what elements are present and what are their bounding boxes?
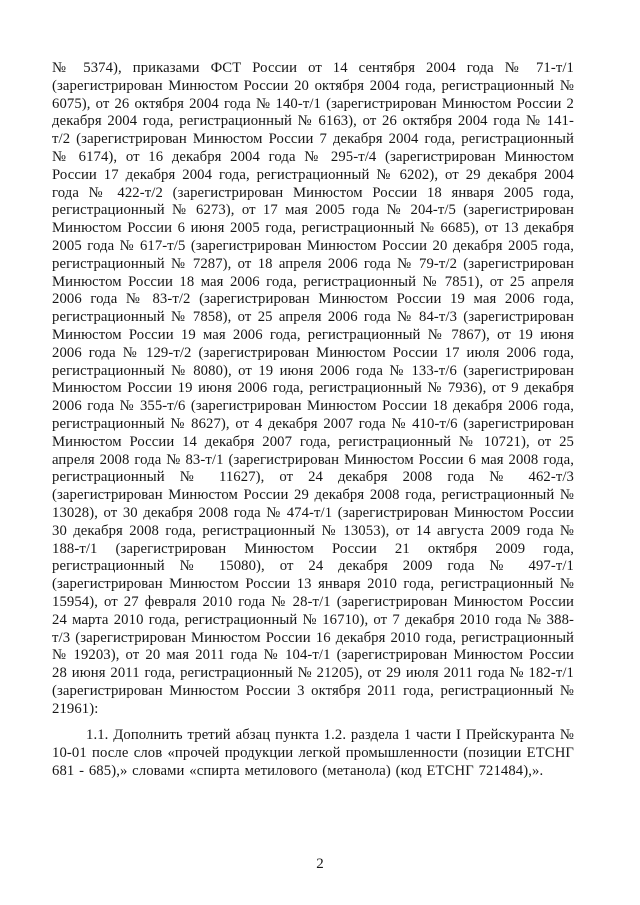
page-number: 2	[316, 856, 324, 872]
text-block	[52, 60, 574, 781]
paragraph-amendment-clause: 1.1. Дополнить третий абзац пункта 1.2. раздела 1 части I Прейскуранта № 10-01 после слов «прочей продукции легкой промышленности (позиции ЕТСНГ 681 - 685),» словами «спирта метилового (метанола) (код ЕТСНГ 721484),».	[52, 727, 574, 780]
paragraph-orders-list-continuation: № 5374), приказами ФСТ России от 14 сентября 2004 года № 71-т/1 (зарегистрирован Минюстом России 20 октября 2004 года, регистрационный № 6075), от 26 октября 2004 года № 140-т/1 (зарегистрирован Минюстом России 2 декабря 2004 года, регистрационный № 6163), от 26 октября 2004 года № 141-т/2 (зарегистрирован Минюстом России 7 декабря 2004 года, регистрационный № 6174), от 16 декабря 2004 года № 295-т/4 (зарегистрирован Минюстом России 17 декабря 2004 года, регистрационный № 6202), от 29 декабря 2004 года № 422-т/2 (зарегистрирован Минюстом России 18 января 2005 года, регистрационный № 6273), от 17 мая 2005 года № 204-т/5 (зарегистрирован Минюстом России 6 июня 2005 года, регистрационный № 6685), от 13 декабря 2005 года № 617-т/5 (зарегистрирован Минюстом России 20 декабря 2005 года, регистрационный № 7287), от 18 апреля 2006 года № 79-т/2 (зарегистрирован Минюстом России 18 мая 2006 года, регистрационный № 7851), от 25 апреля 2006 года № 83-т/2 (зарегистрирован Минюстом России 19 мая 2006 года, регистрационный № 7858), от 25 апреля 2006 года № 84-т/3 (зарегистрирован Минюстом России 19 мая 2006 года, регистрационный № 7867), от 19 июня 2006 года № 129-т/2 (зарегистрирован Минюстом России 17 июля 2006 года, регистрационный № 8080), от 19 июня 2006 года № 133-т/6 (зарегистрирован Минюстом России 19 июня 2006 года, регистрационный № 7936), от 9 декабря 2006 года № 355-т/6 (зарегистрирован Минюстом России 18 декабря 2006 года, регистрационный № 8627), от 4 декабря 2007 года № 410-т/6 (зарегистрирован Минюстом России 14 декабря 2007 года, регистрационный № 10721), от 25 апреля 2008 года № 83-т/1 (зарегистрирован Минюстом России 6 мая 2008 года, регистрационный № 11627), от 24 декабря 2008 года № 462-т/3 (зарегистрирован Минюстом России 29 декабря 2008 года, регистрационный № 13028), от 30 декабря 2008 года № 474-т/1 (зарегистрирован Минюстом России 30 декабря 2008 года, регистрационный № 13053), от 14 августа 2009 года № 188-т/1 (зарегистрирован Минюстом России 21 октября 2009 года, регистрационный № 15080), от 24 декабря 2009 года № 497-т/1 (зарегистрирован Минюстом России 13 января 2010 года, регистрационный № 15954), от 27 февраля 2010 года № 28-т/1 (зарегистрирован Минюстом России 24 марта 2010 года, регистрационный № 16710), от 7 декабря 2010 года № 388-т/3 (зарегистрирован Минюстом России 16 декабря 2010 года, регистрационный № 19203), от 20 мая 2011 года № 104-т/1 (зарегистрирован Минюстом России 28 июня 2011 года, регистрационный № 21205), от 29 июля 2011 года № 182-т/1 (зарегистрирован Минюстом России 3 октября 2011 года, регистрационный № 21961):	[52, 60, 574, 717]
